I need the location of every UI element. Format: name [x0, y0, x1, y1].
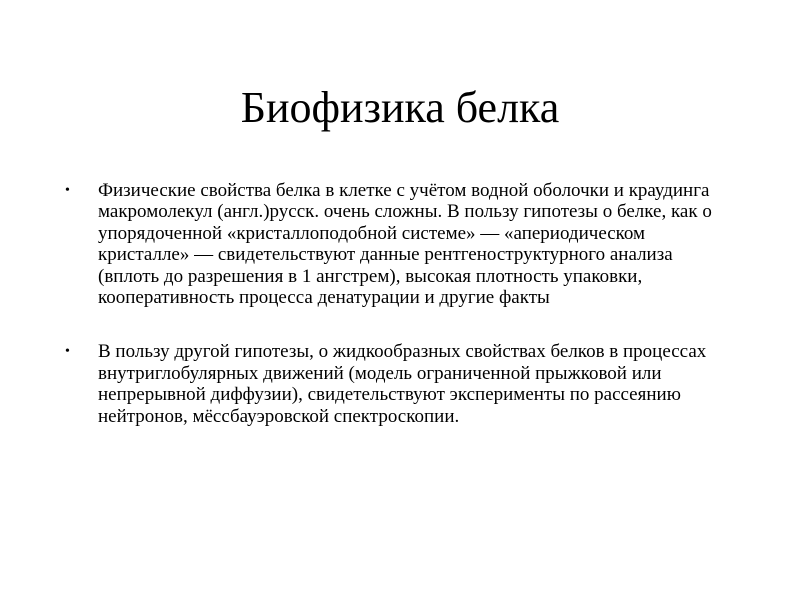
bullet-dot-icon: • — [65, 344, 70, 360]
bullet-list — [65, 180, 735, 427]
slide-title: Биофизика белка — [240, 83, 560, 132]
bullet-item — [65, 180, 735, 308]
bullet-text: Физические свойства белка в клетке с учётом водной оболочки и краудинга макромолекул (англ.)русск. очень сложны. В пользу гипотезы о белке, как о упорядоченной «кристаллоподобной системе» — «апериодическом кристалле» — свидетельствуют данные рентгеноструктурного анализа (вплоть до разрешения в 1 ангстрем), высокая плотность упаковки, кооперативность процесса денатурации и другие факты — [98, 180, 712, 309]
bullet-dot-icon: • — [65, 183, 70, 198]
bullet-text: В пользу другой гипотезы, о жидкообразных свойствах белков в процессах внутриглобулярных движений (модель ограниченной прыжковой или непрерывной диффузии), свидетельствуют эксперименты по рассеянию нейтронов, мёссбауэровской спектроскопии. — [98, 341, 707, 427]
bullet-item — [65, 341, 735, 427]
